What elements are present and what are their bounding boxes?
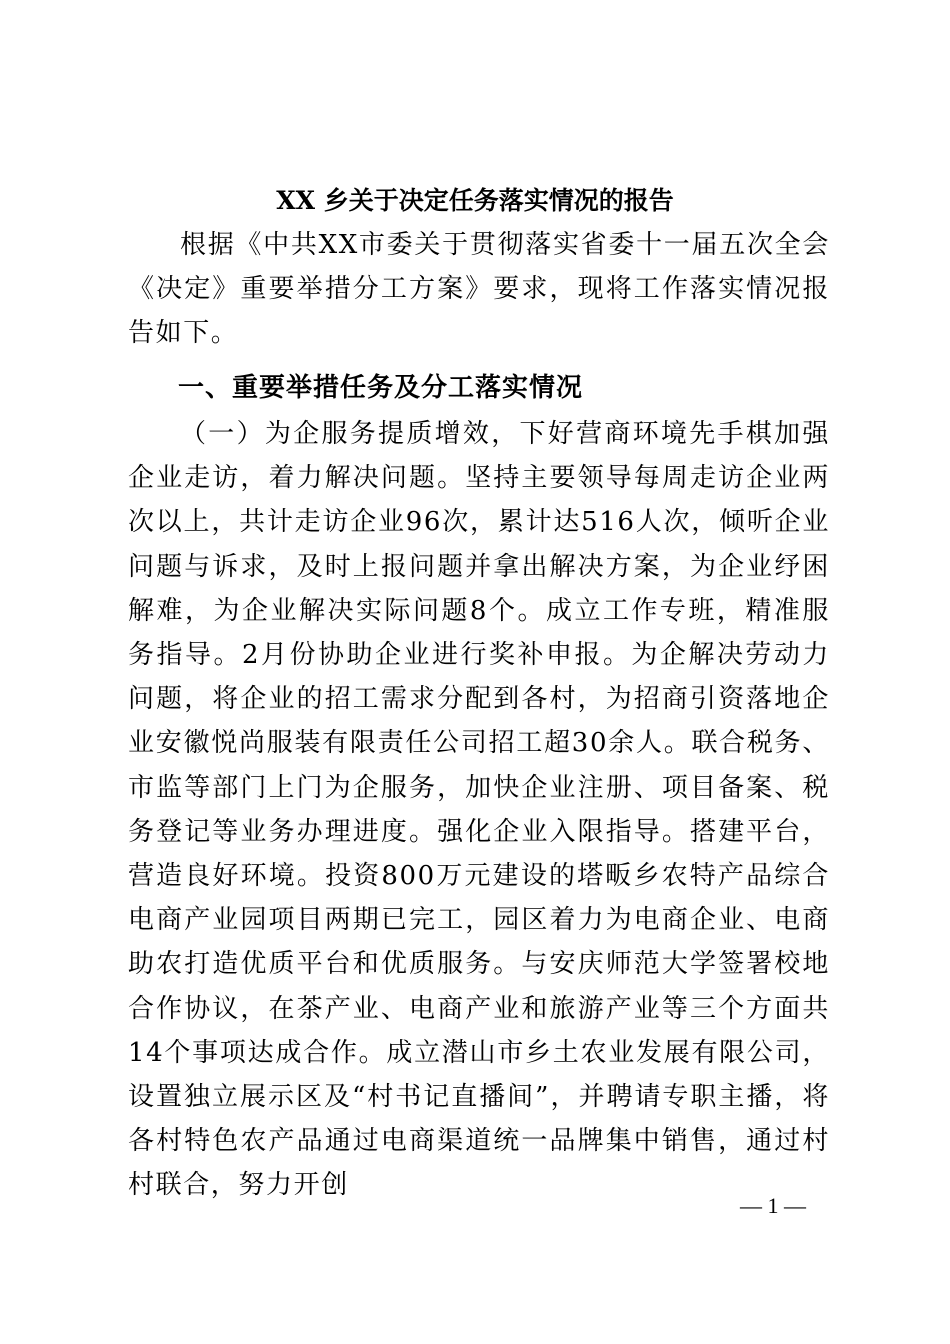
document-title: XX 乡关于决定任务落实情况的报告 <box>276 186 674 215</box>
page-number: — 1 — <box>740 1193 806 1218</box>
section-heading: 一、重要举措任务及分工落实情况 <box>178 373 584 403</box>
section-body-text: 加强企业走访，着力解决问题。坚持主要领导每周走访企业两次以上，共计走访企业96次，累计达516人次，倾听企业问题与诉求，及时上报问题并拿出解决方案，为企业纾困解难，为企业解决实际问题8个。成立工作专班，精准服务指导。2月份协助企业进行奖补申报。为企解决劳动力问题，将企业的招工需求分配到各村，为招商引资落地企业安徽悦尚服装有限责任公司招工超30余人。联合税务、市监等部门上门为企服务，加快企业注册、项目备案、税务登记等业务办理进度。强化企业入限指导。搭建平台，营造良好环境。投资800万元建设的塔畈乡农特产品综合电商产业园项目两期已完工，园区着力为电商企业、电商助农打造优质平台和优质服务。与安庆师范大学签署校地合作协议，在茶产业、电商产业和旅游产业等三个方面共14个事项达成合作。成立潜山市乡土农业发展有限公司，设置独立展示区及“村书记直播间”，并聘请专职主播，将各村特色农产品通过电商渠道统一品牌集中销售，通过村村联合，努力开创 <box>128 419 830 1201</box>
subsection-heading: （一）为企服务提质增效，下好营商环境先手棋 <box>180 419 775 449</box>
section-paragraph <box>128 412 830 1208</box>
intro-paragraph: 根据《中共XX市委关于贯彻落实省委十一届五次全会《决定》重要举措分工方案》要求，现将工作落实情况报告如下。 <box>128 230 830 349</box>
